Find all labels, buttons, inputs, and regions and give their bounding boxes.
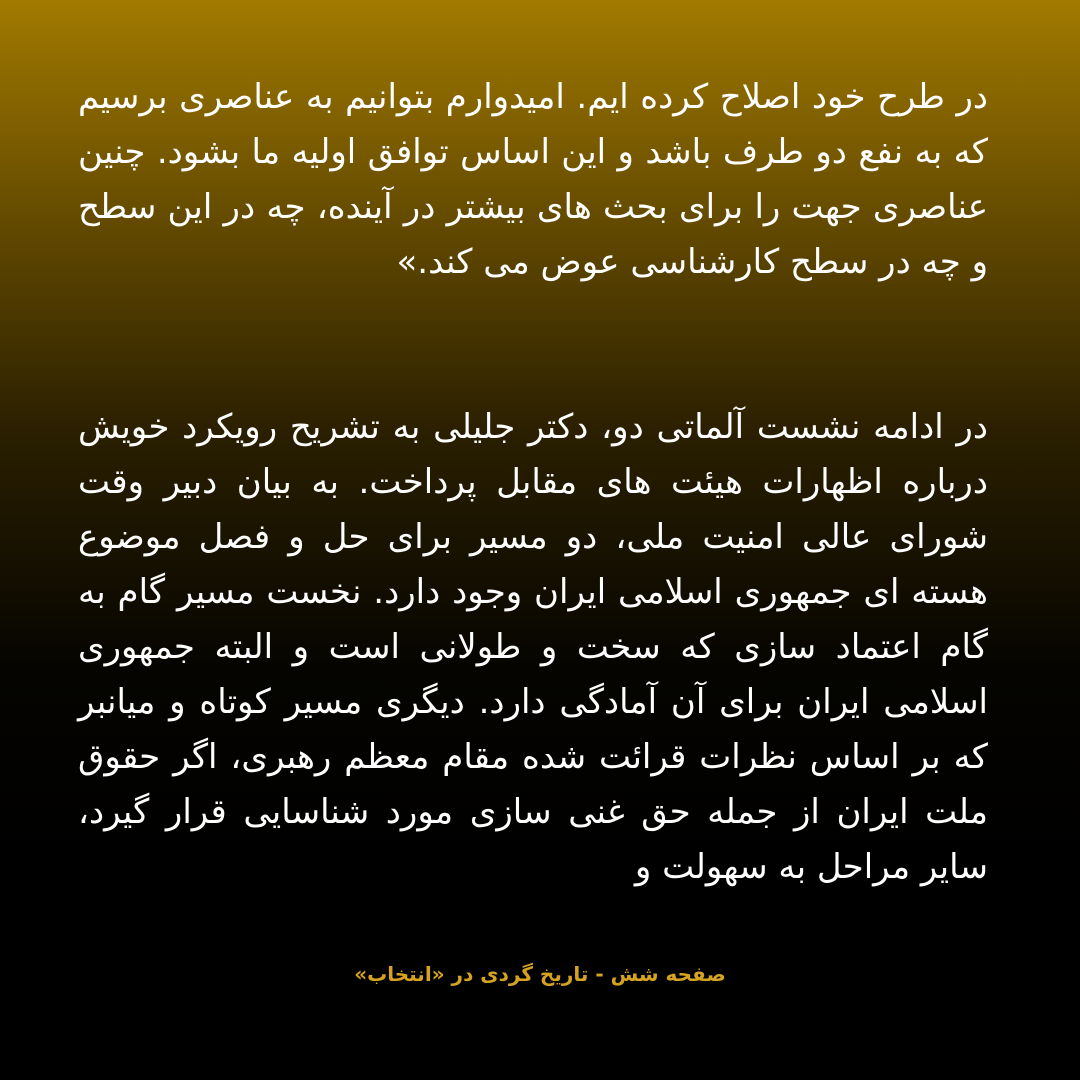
footer-caption: صفحه شش - تاریخ گردی در «انتخاب»: [354, 962, 726, 986]
body-paragraph-1: در طرح خود اصلاح کرده ایم. امیدوارم بتوانیم به عناصری برسیم که به نفع دو طرف باشد و این اساس توافق اولیه ما بشود. چنین عناصری جهت را برای بحث های بیشتر در آینده، چه در این سطح و چه در سطح کارشناسی عوض می کند.»: [78, 77, 988, 282]
body-paragraph-2: در ادامه نشست آلماتی دو، دکتر جلیلی به تشریح رویکرد خویش درباره اظهارات هیئت های مقابل پرداخت. به بیان دبیر وقت شورای عالی امنیت ملی، دو مسیر برای حل و فصل موضوع هسته ای جمهوری اسلامی ایران وجود دارد. نخست مسیر گام به گام اعتماد سازی که سخت و طولانی است و البته جمهوری اسلامی ایران برای آن آمادگی دارد. دیگری مسیر کوتاه و میانبر که بر اساس نظرات قرائت شده مقام معظم رهبری، اگر حقوق ملت ایران از جمله حق غنی سازی مورد شناسایی قرار گیرد، سایر مراحل به سهولت و: [78, 407, 988, 887]
